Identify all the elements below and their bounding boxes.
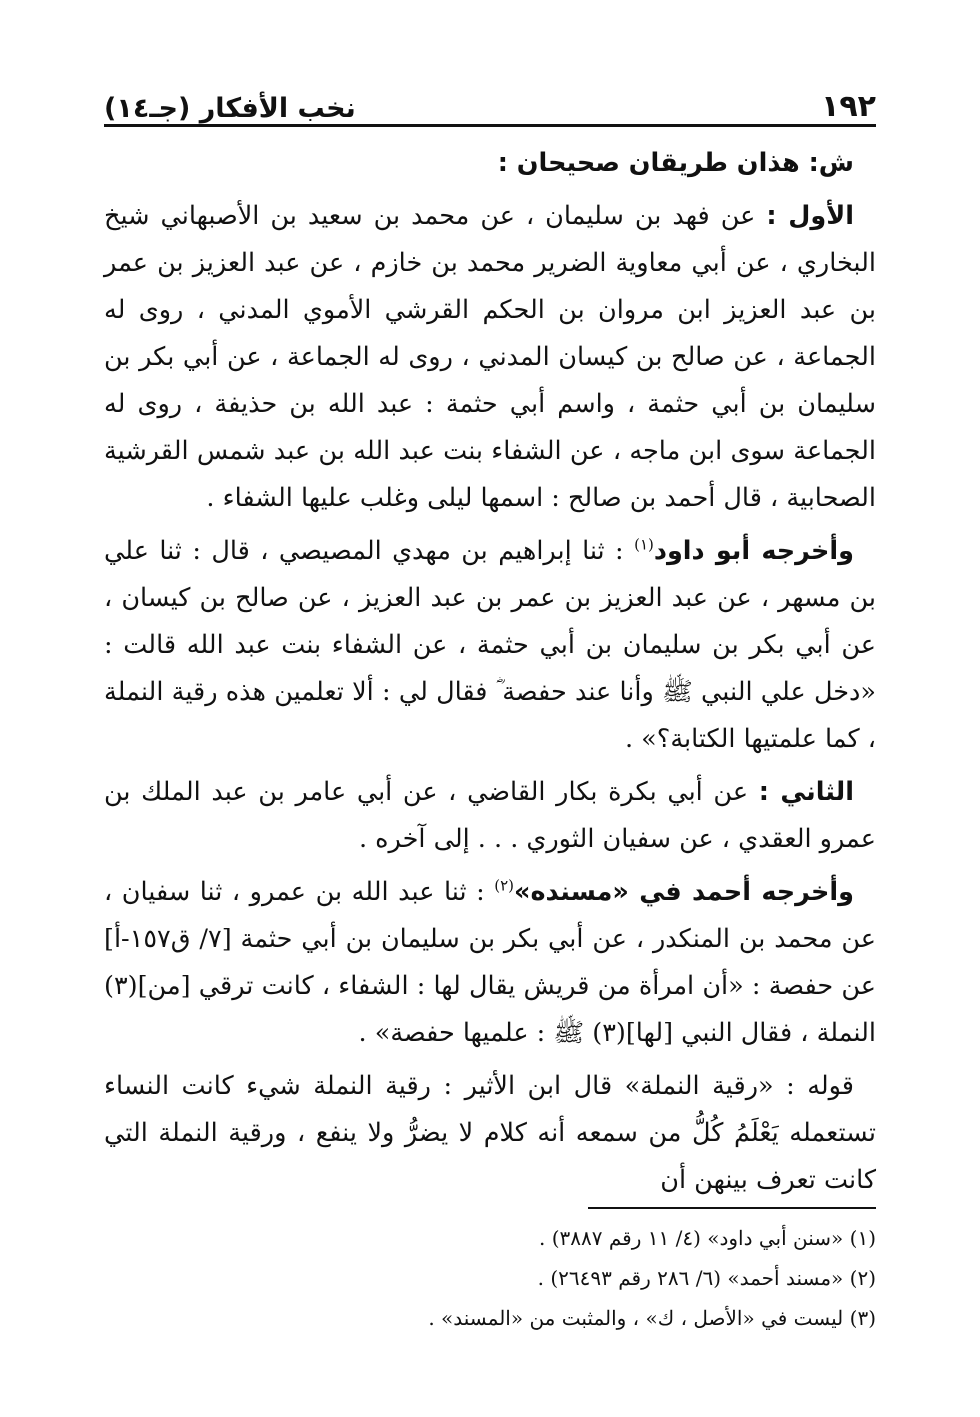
footnote-item: (١) «سنن أبي داود» (٤/ ١١ رقم ٣٨٨٧) . — [538, 1226, 876, 1250]
footnote-ref: (٢) — [494, 876, 515, 895]
paragraph-abu-dawud — [104, 528, 876, 763]
footnote-divider — [588, 1207, 876, 1209]
footnote-item: (٣) ليست في «الأصل ، ك» ، والمثبت من «المسند» . — [428, 1306, 876, 1330]
paragraph-ahmad — [104, 869, 876, 1057]
paragraph-lead: وأخرجه أحمد في «مسنده» — [514, 877, 854, 907]
book-title: نخب الأفكار (جـ١٤) — [104, 93, 356, 124]
footnote-ref: (١) — [634, 535, 654, 554]
paragraph-text: : ثنا عبد الله بن عمرو ، ثنا سفيان ، عن محمد بن المنكدر ، عن أبي بكر بن سليمان بن أبي حثمة [٧/ ق١٥٧-أ] عن حفصة : «أن امرأة من قريش يقال لها : الشفاء ، كانت ترقي [من](٣) النملة ، فقال النبي [لها](٣) ﷺ : علميها حفصة» . — [104, 877, 876, 1048]
page-header — [104, 74, 876, 124]
paragraph-lead: وأخرجه أبو داود — [653, 536, 854, 566]
paragraph-text: قوله : «رقية النملة» قال ابن الأثير : رقية النملة شيء كانت النساء تستعمله يَعْلَمُ كُلُّ من سمعه أنه كلام لا يضرُّ ولا ينفع ، ورقية النملة التي كانت تعرف بينهن أن — [104, 1071, 876, 1195]
header-divider — [104, 124, 876, 127]
paragraph-first-chain — [104, 193, 876, 522]
paragraph-text: : ثنا إبراهيم بن مهدي المصيصي ، قال : ثنا علي بن مسهر ، عن عبد العزيز بن عمر بن عبد العزيز ، عن صالح بن كيسان ، عن أبي بكر بن سليمان بن أبي حثمة ، عن الشفاء بنت عبد الله قالت : «دخل علي النبي ﷺ وأنا عند حفصة ؓ فقال لي : ألا تعلمين هذه رقية النملة ، كما علمتيها الكتابة؟» . — [104, 536, 876, 754]
footnote-item: (٢) «مسند أحمد» (٦/ ٢٨٦ رقم ٢٦٤٩٣) . — [537, 1266, 876, 1290]
footnotes — [104, 1218, 876, 1338]
page-number: ١٩٢ — [821, 89, 876, 124]
section-heading: ش: هذان طريقان صحيحان : — [497, 148, 854, 178]
paragraph-text: عن فهد بن سليمان ، عن محمد بن سعيد بن الأصبهاني شيخ البخاري ، عن أبي معاوية الضرير محمد بن خازم ، عن عبد العزيز بن عمر بن عبد العزيز ابن مروان بن الحكم القرشي الأموي المدني ، روى له الجماعة ، عن صالح بن كيسان المدني ، روى له الجماعة ، عن أبي بكر بن سليمان بن أبي حثمة ، واسم أبي حثمة : عبد الله بن حذيفة ، روى له الجماعة سوى ابن ماجه ، عن الشفاء بنت عبد الله بن عبد شمس القرشية الصحابية ، قال أحمد بن صالح : اسمها ليلى وغلب عليها الشفاء . — [104, 201, 876, 513]
main-text — [104, 140, 876, 1210]
paragraph-second-chain — [104, 769, 876, 863]
paragraph-text: عن أبي بكرة بكار القاضي ، عن أبي عامر بن عبد الملك بن عمرو العقدي ، عن سفيان الثوري . . . إلى آخره . — [104, 777, 876, 854]
paragraph-lead: الثاني : — [758, 777, 854, 807]
paragraph-commentary — [104, 1063, 876, 1204]
paragraph-lead: الأول : — [766, 201, 855, 231]
